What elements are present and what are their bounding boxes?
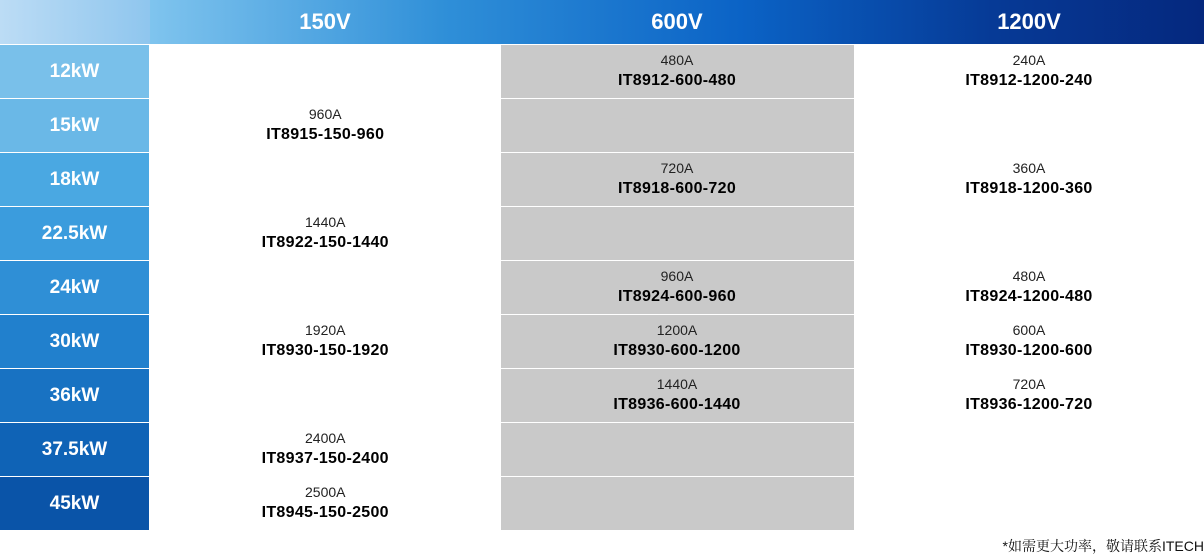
- table-row: [0, 423, 1204, 477]
- model-number: IT8936-1200-720: [965, 396, 1093, 414]
- header-col-150v: 150V: [299, 9, 351, 34]
- model-cell: [150, 153, 500, 207]
- table-row: [0, 45, 1204, 99]
- current-rating: 720A: [1012, 376, 1046, 393]
- model-number: IT8915-150-960: [266, 126, 385, 144]
- model-number: IT8924-600-960: [617, 288, 737, 306]
- current-rating: 480A: [1012, 268, 1046, 285]
- table-row: [0, 99, 1204, 153]
- model-cell: [500, 423, 854, 477]
- model-cell: [500, 45, 854, 99]
- model-number: IT8930-600-1200: [613, 342, 741, 360]
- current-rating: 2400A: [305, 430, 346, 447]
- footnote-text: *如需更大功率，敬请联系ITECH: [1002, 538, 1204, 554]
- row-header-power: 12kW: [0, 45, 150, 99]
- model-number: IT8922-150-1440: [261, 234, 389, 252]
- model-cell: [500, 207, 854, 261]
- current-rating: 240A: [1012, 52, 1046, 69]
- current-rating: 720A: [660, 160, 694, 177]
- current-rating: 360A: [1012, 160, 1046, 177]
- header-corner-cell: [0, 0, 150, 45]
- table-row: [0, 315, 1204, 369]
- row-header-power: 24kW: [0, 261, 150, 315]
- current-rating: 1920A: [305, 322, 346, 339]
- model-cell: [150, 261, 500, 315]
- model-cell: [854, 315, 1204, 369]
- model-cell: [500, 261, 854, 315]
- header-col-600v: 600V: [651, 9, 703, 34]
- table-row: [0, 207, 1204, 261]
- current-rating: 960A: [308, 106, 342, 123]
- model-cell: [854, 369, 1204, 423]
- current-rating: 480A: [660, 52, 694, 69]
- row-header-power: 18kW: [0, 153, 150, 207]
- model-cell: [150, 315, 500, 369]
- model-cell: [854, 99, 1204, 153]
- model-cell: [854, 261, 1204, 315]
- model-cell: [500, 315, 854, 369]
- model-number: IT8912-600-480: [617, 72, 737, 90]
- model-cell: [150, 99, 500, 153]
- model-number: IT8945-150-2500: [261, 504, 389, 522]
- model-number: IT8918-1200-360: [965, 180, 1093, 198]
- model-cell: [500, 153, 854, 207]
- table-row: [0, 153, 1204, 207]
- model-cell: [150, 45, 500, 99]
- current-rating: 1440A: [305, 214, 346, 231]
- header-col-1200v: 1200V: [997, 9, 1061, 34]
- model-number: IT8937-150-2400: [261, 450, 389, 468]
- row-header-power: 36kW: [0, 369, 150, 423]
- model-cell: [150, 369, 500, 423]
- model-number: IT8930-150-1920: [261, 342, 389, 360]
- row-header-power: 15kW: [0, 99, 150, 153]
- row-header-power: 45kW: [0, 477, 150, 531]
- table-row: [0, 369, 1204, 423]
- model-cell: [500, 477, 854, 531]
- current-rating: 1200A: [656, 322, 698, 339]
- table-body: [0, 45, 1204, 531]
- model-cell: [500, 369, 854, 423]
- model-number: IT8918-600-720: [617, 180, 737, 198]
- model-number: IT8930-1200-600: [965, 342, 1093, 360]
- model-cell: [854, 153, 1204, 207]
- model-cell: [854, 477, 1204, 531]
- model-cell: [500, 99, 854, 153]
- row-header-power: 22.5kW: [0, 207, 150, 261]
- model-cell: [150, 207, 500, 261]
- header-column-labels: [150, 0, 1204, 44]
- row-header-power: 30kW: [0, 315, 150, 369]
- model-number: IT8936-600-1440: [613, 396, 741, 414]
- current-rating: 960A: [660, 268, 694, 285]
- model-cell: [150, 477, 500, 531]
- model-number: IT8912-1200-240: [965, 72, 1093, 90]
- current-rating: 2500A: [305, 484, 346, 501]
- row-header-power: 37.5kW: [0, 423, 150, 477]
- table-row: [0, 261, 1204, 315]
- current-rating: 1440A: [656, 376, 698, 393]
- table-row: [0, 477, 1204, 531]
- model-cell: [854, 207, 1204, 261]
- model-cell: [854, 423, 1204, 477]
- model-cell: [150, 423, 500, 477]
- current-rating: 600A: [1012, 322, 1046, 339]
- model-number: IT8924-1200-480: [965, 288, 1093, 306]
- model-cell: [854, 45, 1204, 99]
